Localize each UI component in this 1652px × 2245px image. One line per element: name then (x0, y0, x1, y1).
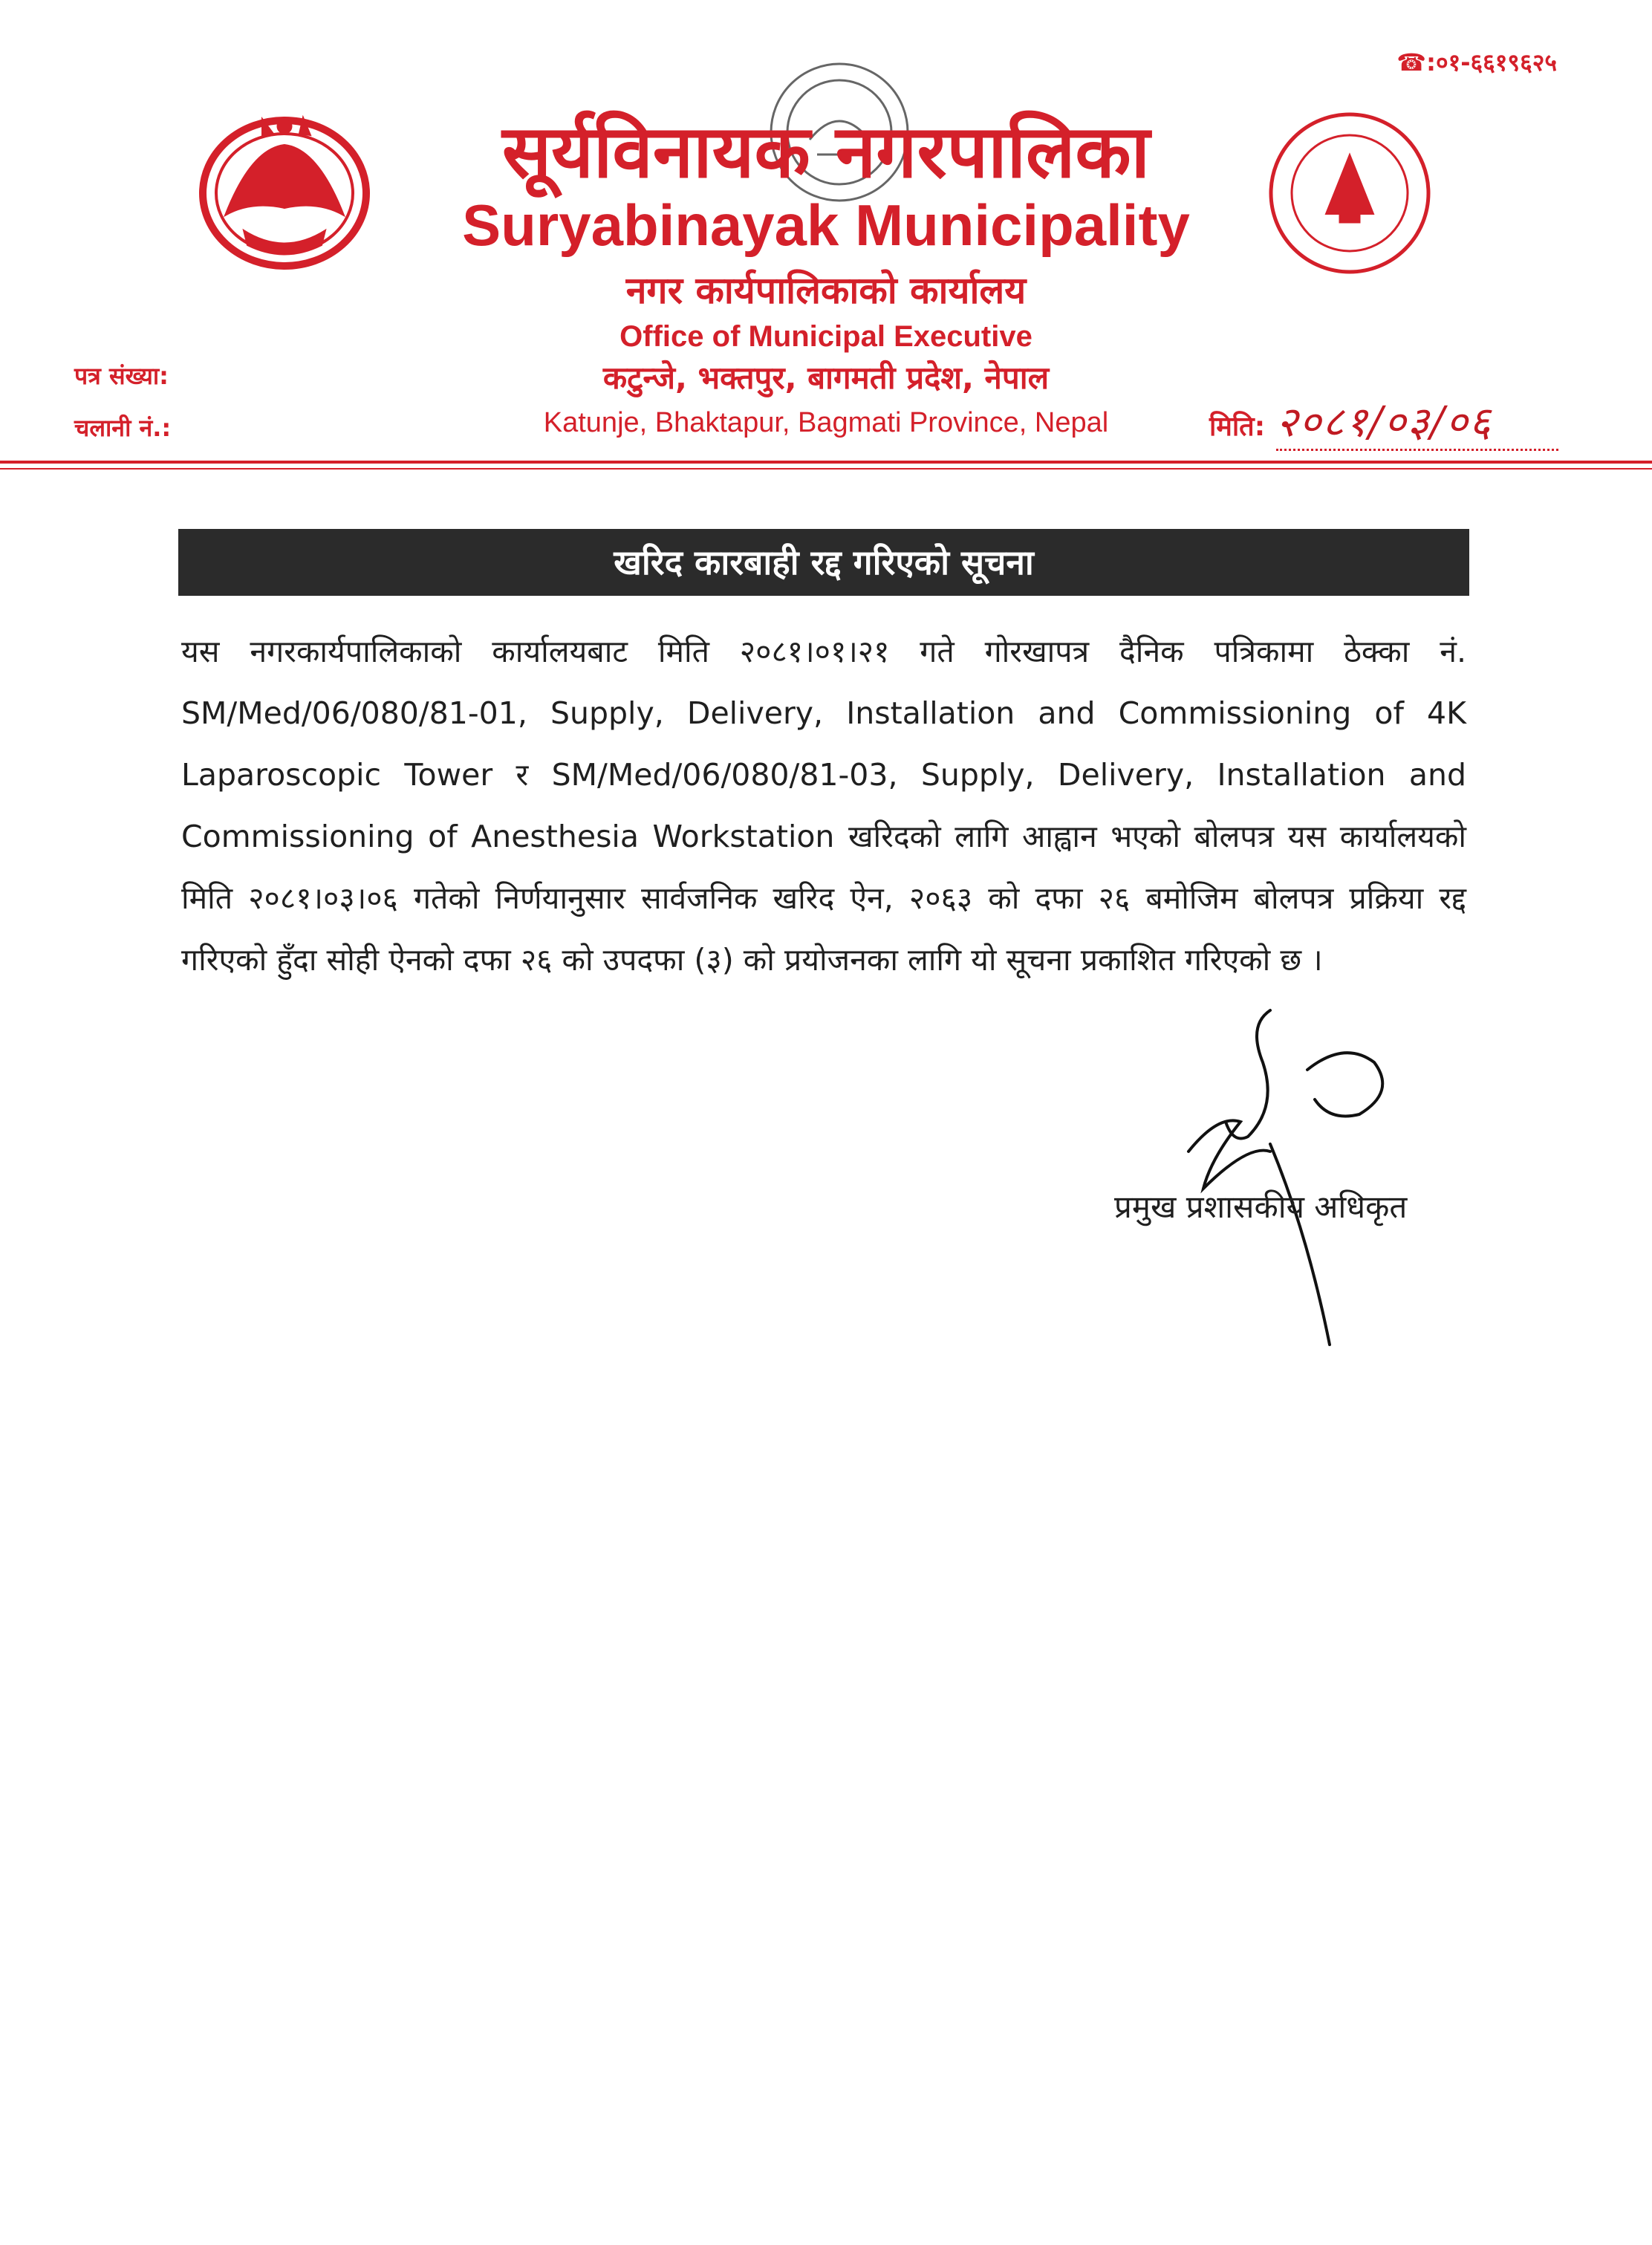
notice-body: यस नगरकार्यपालिकाको कार्यालयबाट मिति २०८१।०१।२१ गते गोरखापत्र दैनिक पत्रिकामा ठेक्का नं. SM/Med/06/080/81-01, Supply, Delivery, Installation and Commissioning of 4K Laparoscopic Tower र SM/Med/06/080/81-03, Supply, Delivery, Installation and Commissioning of Anesthesia Workstation खरिदको लागि आह्वान भएको बोलपत्र यस कार्यालयको मिति २०८१।०३।०६ गतेको निर्णयानुसार सार्वजनिक खरिद ऐन, २०६३ को दफा २६ बमोजिम बोलपत्र प्रक्रिया रद्द गरिएको हुँदा सोही ऐनको दफा २६ को उपदफा (३) को प्रयोजनका लागि यो सूचना प्रकाशित गरिएको छ । (181, 634, 1466, 978)
signatory-title: प्रमुख प्रशासकीय अधिकृत (1114, 1189, 1408, 1225)
phone-number: ☎:०१-६६१९६२५ (1396, 48, 1557, 77)
municipality-name-np: सूर्यविनायक नगरपालिका (501, 110, 1151, 195)
address-np: कटुन्जे, भक्तपुर, बागमती प्रदेश, नेपाल (602, 360, 1050, 396)
municipality-name-en: Suryabinayak Municipality (462, 192, 1190, 258)
office-name-np: नगर कार्यपालिकाको कार्यालय (625, 269, 1027, 312)
notice-title: खरिद कारबाही रद्द गरिएको सूचना (178, 529, 1469, 596)
header-divider (0, 461, 1652, 464)
date-value: २०८१/०३/०६ (1276, 392, 1558, 451)
office-name-en: Office of Municipal Executive (620, 320, 1032, 353)
header-divider-thin (0, 468, 1652, 470)
dispatch-number-label: चलानी नं.: (74, 414, 172, 442)
address-en: Katunje, Bhaktapur, Bagmati Province, Nepal (543, 407, 1109, 438)
date-label: मिति: (1209, 412, 1266, 442)
letter-number-label: पत्र संख्या: (74, 362, 169, 390)
signature (1159, 995, 1426, 1352)
